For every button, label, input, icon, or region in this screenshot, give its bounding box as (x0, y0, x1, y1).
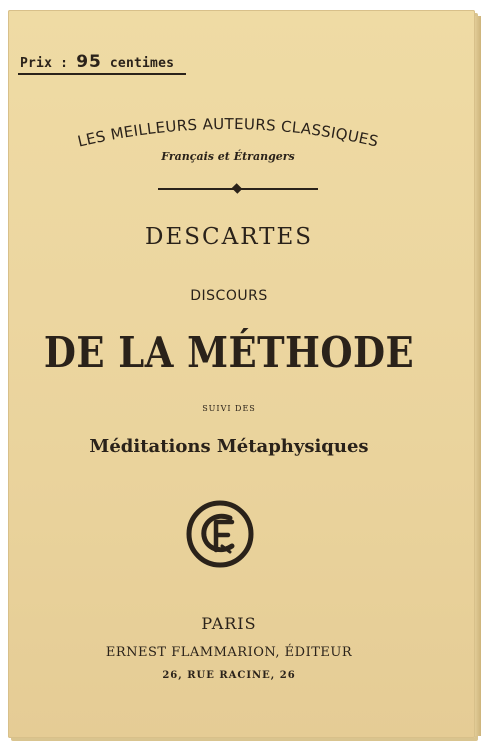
publisher-city: PARIS (201, 614, 257, 633)
price-prefix: Prix : (20, 56, 69, 71)
book-title: DE LA MÉTHODE (43, 328, 415, 377)
divider-diamond (232, 183, 243, 194)
pretitle: DISCOURS (190, 288, 268, 304)
publisher-logo-icon (186, 500, 254, 568)
connector-text: SUIVI DES (202, 404, 256, 413)
price-label (20, 52, 174, 72)
book-subtitle: Méditations Métaphysiques (89, 436, 369, 457)
price-amount: 95 (76, 52, 102, 72)
price-underline (18, 73, 186, 75)
series-subtitle: Français et Étrangers (161, 150, 295, 163)
publisher-address: 26, RUE RACINE, 26 (162, 670, 296, 681)
book-cover (8, 10, 475, 738)
ornamental-divider (158, 185, 318, 193)
publisher-name: ERNEST FLAMMARION, ÉDITEUR (105, 645, 353, 660)
series-title: LES MEILLEURS AUTEURS CLASSIQUES (75, 114, 381, 151)
author-name: DESCARTES (145, 224, 313, 250)
price-unit: centimes (109, 56, 175, 71)
